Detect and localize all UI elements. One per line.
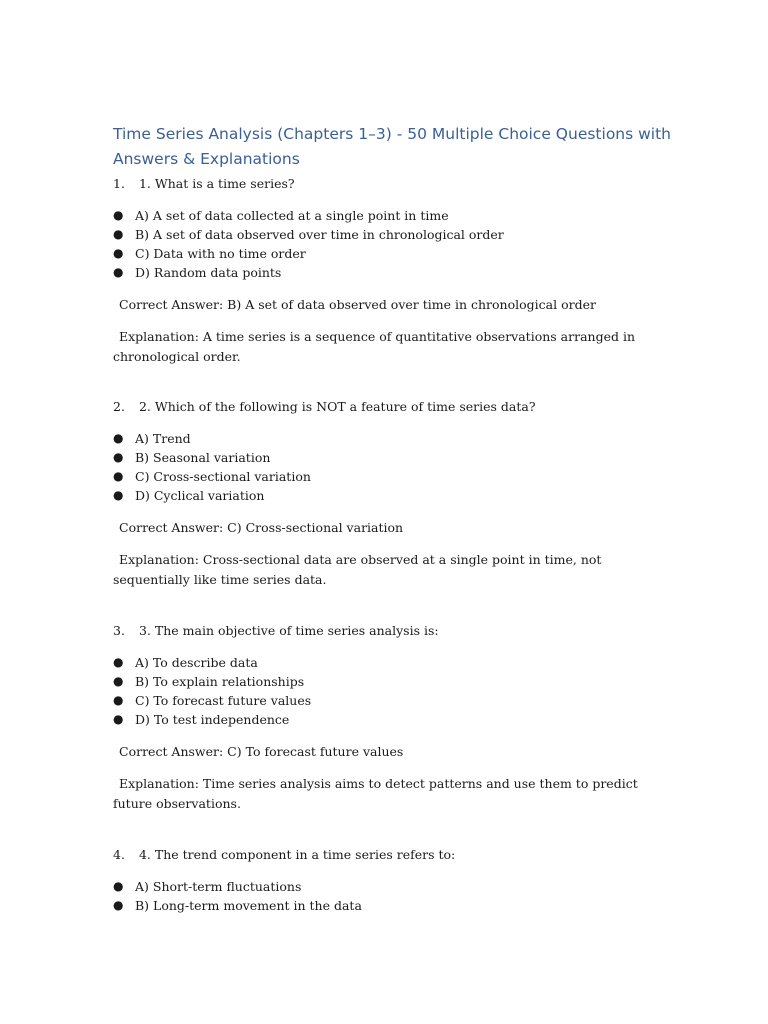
option-item xyxy=(113,691,673,710)
options-list xyxy=(113,877,673,915)
question-label: 4. The trend component in a time series refers to: xyxy=(138,847,456,862)
option-label: B) To explain relationships xyxy=(135,674,305,689)
option-item xyxy=(113,206,673,225)
option-item xyxy=(113,467,673,486)
option-label: D) Random data points xyxy=(135,265,282,280)
bullet-icon: ● xyxy=(113,898,124,912)
option-label: B) Long-term movement in the data xyxy=(135,898,362,913)
option-item xyxy=(113,429,673,448)
option-item xyxy=(113,448,673,467)
bullet-icon: ● xyxy=(113,246,124,260)
question-label: 1. What is a time series? xyxy=(138,176,295,191)
option-item xyxy=(113,710,673,729)
bullet-icon: ● xyxy=(113,469,124,483)
question-block xyxy=(113,174,673,366)
explanation: Explanation: Time series analysis aims to detect patterns and use them to predict future observations. xyxy=(113,776,638,811)
bullet-icon: ● xyxy=(113,488,124,502)
correct-answer: Correct Answer: C) To forecast future values xyxy=(119,744,404,759)
question-text xyxy=(113,845,673,865)
bullet-icon: ● xyxy=(113,879,124,893)
question-label: 2. Which of the following is NOT a feature of time series data? xyxy=(138,399,536,414)
option-item xyxy=(113,877,673,896)
option-label: A) A set of data collected at a single point in time xyxy=(135,208,449,223)
question-number: 2. xyxy=(113,399,125,414)
option-item xyxy=(113,896,673,915)
option-item xyxy=(113,244,673,263)
options-list xyxy=(113,206,673,282)
question-text xyxy=(113,621,673,641)
question-label: 3. The main objective of time series analysis is: xyxy=(138,623,439,638)
option-label: A) To describe data xyxy=(135,655,258,670)
option-item xyxy=(113,672,673,691)
question-block xyxy=(113,621,673,813)
option-item xyxy=(113,263,673,282)
bullet-icon: ● xyxy=(113,265,124,279)
bullet-icon: ● xyxy=(113,450,124,464)
explanation: Explanation: Cross-sectional data are observed at a single point in time, not sequentially like time series data. xyxy=(113,552,602,587)
bullet-icon: ● xyxy=(113,208,124,222)
question-text xyxy=(113,397,673,417)
document-title: Time Series Analysis (Chapters 1–3) - 50 Multiple Choice Questions with Answers & Explanations xyxy=(113,125,672,168)
bullet-icon: ● xyxy=(113,693,124,707)
question-number: 1. xyxy=(113,176,125,191)
option-item xyxy=(113,653,673,672)
bullet-icon: ● xyxy=(113,227,124,241)
option-label: D) Cyclical variation xyxy=(135,488,265,503)
question-text xyxy=(113,174,673,194)
question-block xyxy=(113,845,673,915)
correct-answer: Correct Answer: C) Cross-sectional variation xyxy=(119,520,404,535)
option-label: C) Cross-sectional variation xyxy=(135,469,311,484)
explanation: Explanation: A time series is a sequence of quantitative observations arranged in chronological order. xyxy=(113,329,635,364)
correct-answer: Correct Answer: B) A set of data observed over time in chronological order xyxy=(119,297,596,312)
question-number: 4. xyxy=(113,847,125,862)
question-number: 3. xyxy=(113,623,125,638)
option-label: B) Seasonal variation xyxy=(135,450,271,465)
option-label: C) Data with no time order xyxy=(135,246,306,261)
option-label: C) To forecast future values xyxy=(135,693,312,708)
option-item xyxy=(113,486,673,505)
question-block xyxy=(113,397,673,589)
options-list xyxy=(113,429,673,505)
options-list xyxy=(113,653,673,729)
option-label: A) Trend xyxy=(135,431,191,446)
bullet-icon: ● xyxy=(113,431,124,445)
option-item xyxy=(113,225,673,244)
option-label: B) A set of data observed over time in chronological order xyxy=(135,227,504,242)
option-label: A) Short-term fluctuations xyxy=(135,879,302,894)
bullet-icon: ● xyxy=(113,655,124,669)
bullet-icon: ● xyxy=(113,674,124,688)
option-label: D) To test independence xyxy=(135,712,290,727)
bullet-icon: ● xyxy=(113,712,124,726)
